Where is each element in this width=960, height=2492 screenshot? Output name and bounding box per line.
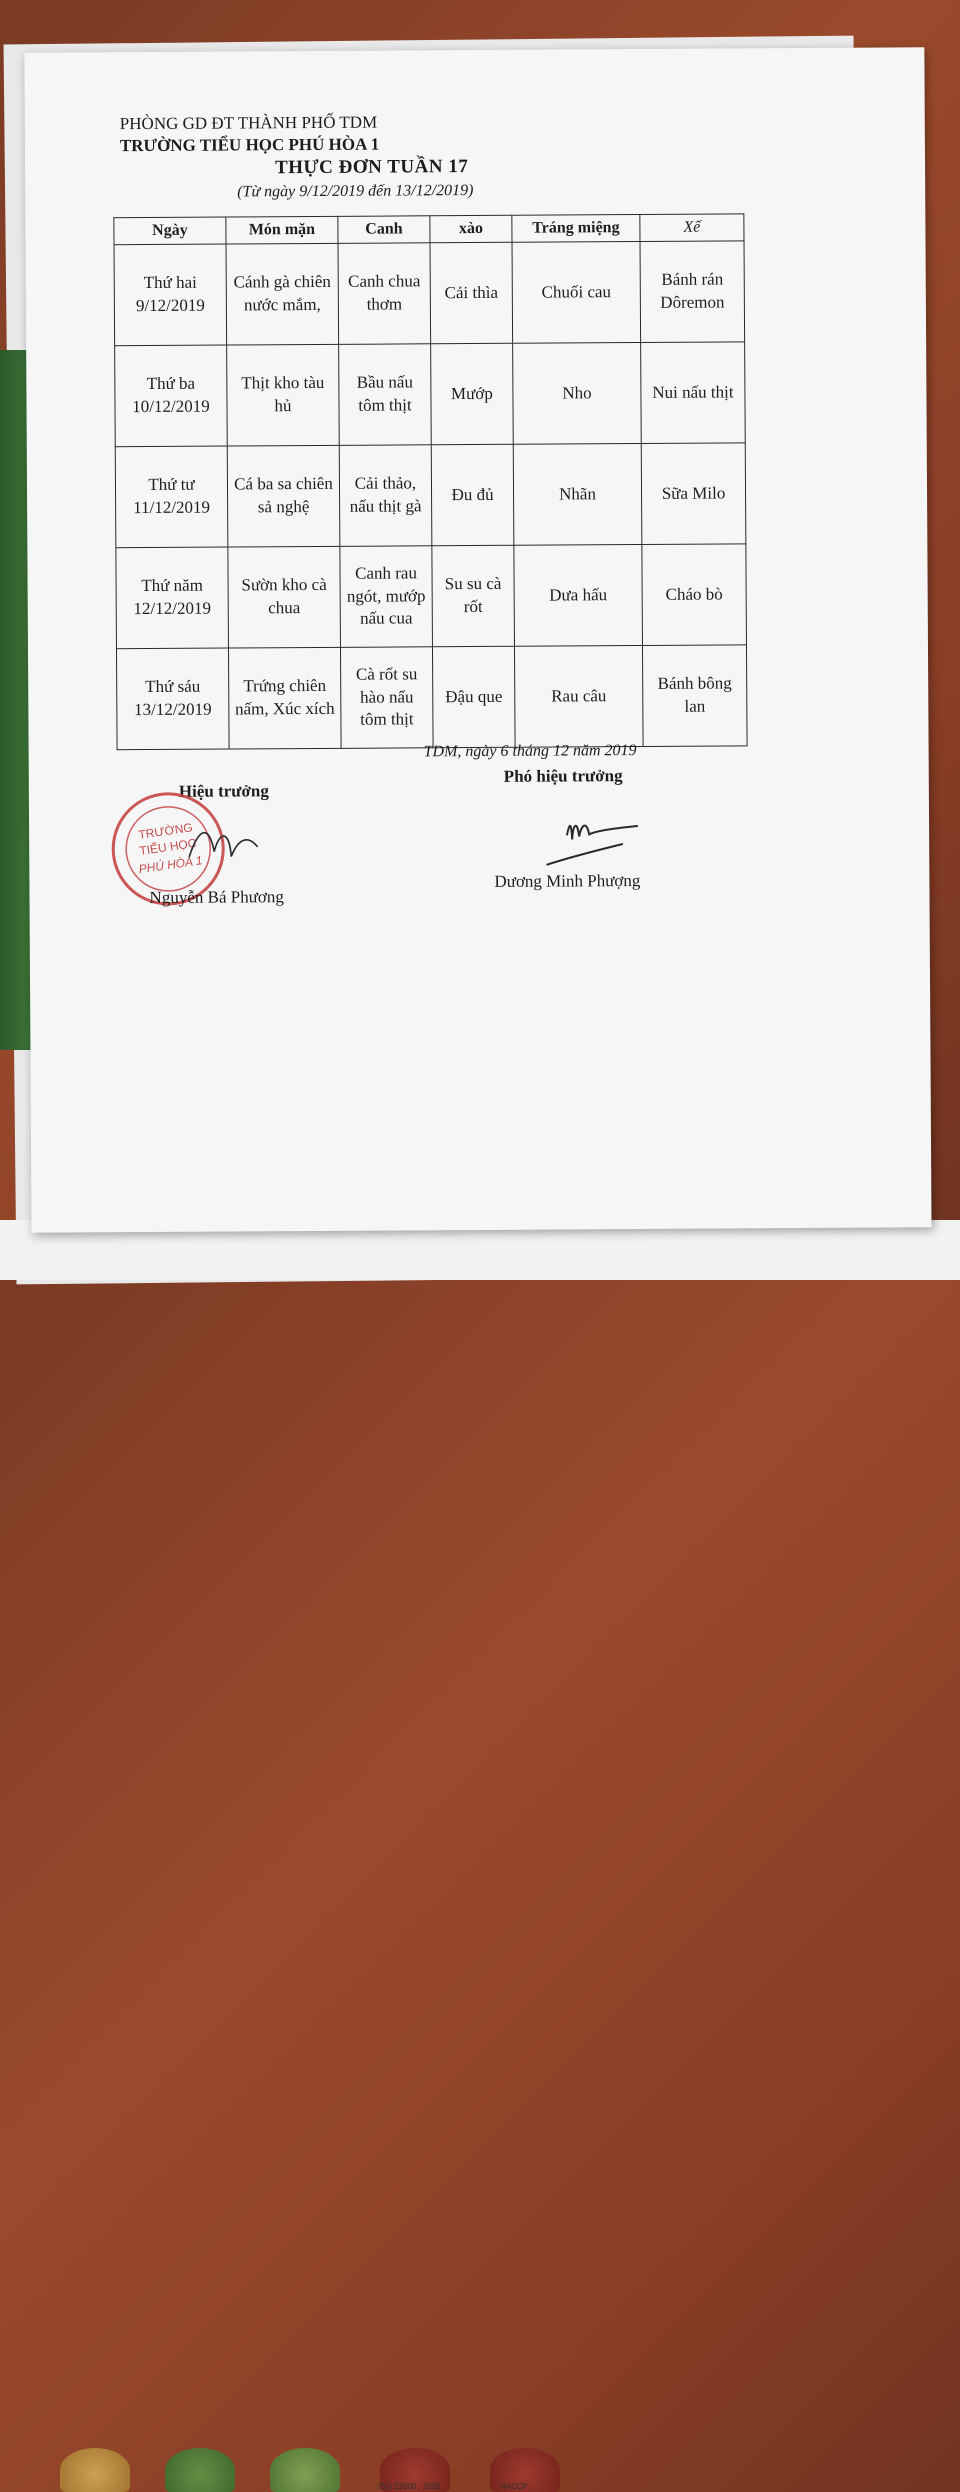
stirfry-cell: Cải thìa — [430, 242, 513, 343]
snack-cell: Cháo bò — [642, 544, 747, 646]
snack-cell: Bánh rán Dôremon — [640, 241, 745, 343]
day-name: Thứ ba — [146, 373, 196, 394]
date-range: (Từ ngày 9/12/2019 đến 13/12/2019) — [237, 182, 474, 201]
table-row — [114, 241, 745, 346]
main-dish-cell: Sườn kho cà chua — [228, 546, 341, 648]
col-header-soup: Canh — [338, 216, 430, 244]
soup-cell: Canh rau ngót, mướp nấu cua — [340, 546, 433, 648]
day-date: 9/12/2019 — [135, 295, 205, 316]
iso-caption: ISO 22000 : 2005 — [378, 2482, 441, 2491]
school-name: TRƯỜNG TIỂU HỌC PHÚ HÒA 1 — [119, 134, 380, 156]
seal-line-2: TIỂU HỌC — [138, 835, 198, 859]
dessert-cell: Chuối cau — [512, 242, 641, 344]
menu-document — [24, 47, 931, 1232]
stirfry-cell: Mướp — [431, 343, 514, 444]
day-cell — [116, 648, 229, 750]
main-dish-cell: Trứng chiên nấm, Xúc xích — [228, 647, 341, 749]
vice-principal-name: Dương Minh Phượng — [494, 871, 641, 891]
day-name: Thứ năm — [141, 575, 203, 596]
table-header-row — [114, 214, 744, 245]
department-name: PHÒNG GD ĐT THÀNH PHỐ TDM — [119, 112, 378, 134]
snack-cell: Nui nấu thịt — [641, 342, 746, 444]
main-dish-cell: Cánh gà chiên nước mắm, — [226, 243, 339, 345]
day-date: 13/12/2019 — [134, 699, 212, 720]
gold-seal-icon — [60, 2448, 130, 2492]
col-header-stirfry: xào — [430, 215, 512, 243]
day-date: 11/12/2019 — [133, 497, 211, 518]
day-name: Thứ tư — [148, 474, 195, 495]
document-title: THỰC ĐƠN TUẦN 17 — [274, 156, 469, 179]
stirfry-cell: Đậu que — [432, 646, 515, 747]
soup-cell: Cà rốt su hào nấu tôm thịt — [340, 647, 433, 749]
table-row — [115, 342, 746, 447]
col-header-snack: Xế — [640, 214, 744, 242]
food-safety-logo-icon — [165, 2448, 235, 2492]
main-dish-cell: Cá ba sa chiên sả nghệ — [227, 445, 340, 547]
principal-title: Hiệu trưởng — [178, 781, 269, 801]
stirfry-cell: Đu đủ — [431, 444, 514, 545]
day-cell — [114, 244, 227, 346]
principal-name: Nguyễn Bá Phương — [149, 887, 284, 908]
snack-cell: Sữa Milo — [641, 443, 746, 545]
day-cell — [115, 345, 228, 447]
soup-cell: Cải thảo, nấu thịt gà — [339, 445, 432, 547]
soup-cell: Bầu nấu tôm thịt — [339, 344, 432, 446]
dessert-cell: Nho — [513, 343, 642, 445]
seal-line-1: TRƯỜNG — [137, 820, 194, 842]
snack-cell: Bánh bông lan — [642, 645, 747, 747]
stirfry-cell: Su su cà rốt — [432, 545, 515, 646]
day-name: Thứ sáu — [145, 676, 201, 697]
day-date: 10/12/2019 — [132, 396, 210, 417]
weekly-menu-table — [113, 213, 747, 750]
col-header-day: Ngày — [114, 217, 226, 245]
table-row — [115, 443, 746, 548]
table-row — [116, 645, 747, 750]
table-row — [116, 544, 747, 649]
day-cell — [115, 446, 228, 548]
soup-cell: Canh chua thơm — [338, 243, 431, 345]
day-name: Thứ hai — [143, 272, 197, 293]
col-header-main: Món mặn — [226, 216, 338, 244]
seal-line-3: PHÚ HÒA 1 — [137, 853, 204, 877]
dessert-cell: Nhãn — [513, 443, 642, 545]
place-and-date: TDM, ngày 6 tháng 12 năm 2019 — [423, 742, 637, 761]
dessert-cell: Rau câu — [514, 645, 643, 747]
green-leaf-logo-icon — [270, 2448, 340, 2492]
day-cell — [116, 547, 229, 649]
vice-principal-title: Phó hiệu trưởng — [503, 766, 623, 786]
col-header-dessert: Tráng miệng — [512, 215, 640, 243]
dessert-cell: Dưa hấu — [514, 544, 643, 646]
day-date: 12/12/2019 — [133, 598, 212, 619]
haccp-caption: HACCP — [500, 2482, 529, 2491]
principal-signature — [179, 806, 269, 887]
main-dish-cell: Thịt kho tàu hủ — [227, 344, 340, 446]
